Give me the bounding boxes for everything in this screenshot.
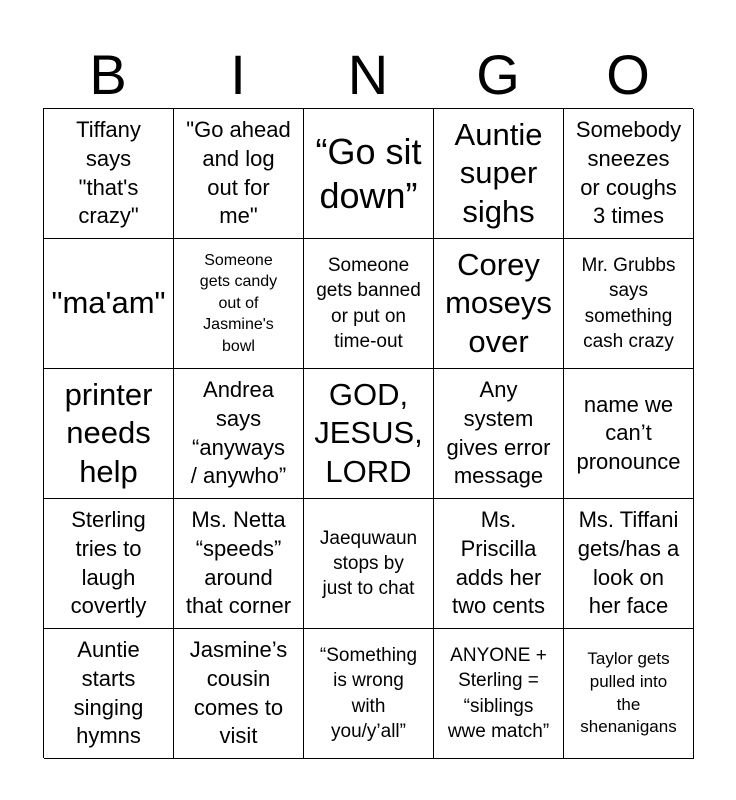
- cell-text: ANYONE + Sterling = “siblings wwe match”: [447, 645, 550, 742]
- bingo-cell[interactable]: [564, 499, 694, 629]
- cell-text: “Go sit down”: [315, 131, 422, 216]
- bingo-cell[interactable]: [174, 369, 304, 499]
- header-letter-i: I: [230, 43, 246, 106]
- cell-text: Jaequwaun stops by just to chat: [319, 527, 418, 600]
- bingo-cell[interactable]: [434, 239, 564, 369]
- cell-text: "Go ahead and log out for me": [186, 117, 291, 229]
- cell-text: Auntie starts singing hymns: [73, 637, 144, 749]
- cell-text: Any system gives error message: [446, 377, 551, 489]
- header-letter-g: G: [476, 43, 520, 106]
- cell-text: Someone gets candy out of Jasmine's bowl: [199, 251, 278, 355]
- header-letter-n: N: [347, 43, 389, 106]
- bingo-cell[interactable]: [304, 499, 434, 629]
- bingo-cell[interactable]: [304, 629, 434, 759]
- bingo-cell[interactable]: [304, 109, 434, 239]
- cell-text: Someone gets banned or put on time-out: [316, 255, 421, 352]
- bingo-cell[interactable]: [434, 369, 564, 499]
- bingo-cell[interactable]: [174, 109, 304, 239]
- bingo-cell[interactable]: [434, 109, 564, 239]
- bingo-cell[interactable]: [434, 499, 564, 629]
- cell-text: name we can’t pronounce: [576, 391, 681, 474]
- cell-text: Ms. Netta “speeds” around that corner: [185, 507, 292, 619]
- bingo-header: [43, 42, 693, 108]
- cell-text: Andrea says “anyways / anywho”: [190, 377, 287, 489]
- cell-text: printer needs help: [64, 377, 153, 489]
- bingo-cell[interactable]: [44, 629, 174, 759]
- cell-text: Tiffany says "that's crazy": [76, 117, 141, 229]
- bingo-cell[interactable]: [44, 239, 174, 369]
- cell-text: Auntie super sighs: [454, 117, 543, 229]
- cell-text: Somebody sneezes or coughs 3 times: [575, 117, 682, 229]
- cell-text: Taylor gets pulled into the shenanigans: [580, 649, 677, 737]
- cell-text: "ma'am": [51, 285, 166, 321]
- bingo-cell[interactable]: [564, 239, 694, 369]
- bingo-cell[interactable]: [434, 629, 564, 759]
- cell-text: GOD, JESUS, LORD: [314, 377, 423, 489]
- bingo-cell[interactable]: [564, 629, 694, 759]
- cell-text: Ms. Priscilla adds her two cents: [452, 507, 545, 619]
- bingo-cell[interactable]: [564, 109, 694, 239]
- bingo-cell[interactable]: [174, 629, 304, 759]
- cell-text: Sterling tries to laugh covertly: [70, 507, 147, 619]
- bingo-board: [43, 108, 693, 758]
- bingo-cell[interactable]: [44, 369, 174, 499]
- bingo-cell[interactable]: [564, 369, 694, 499]
- bingo-cell[interactable]: [174, 239, 304, 369]
- header-letter-b: B: [89, 43, 127, 106]
- bingo-cell[interactable]: [44, 499, 174, 629]
- bingo-cell[interactable]: [174, 499, 304, 629]
- cell-text: Ms. Tiffani gets/has a look on her face: [577, 507, 680, 619]
- bingo-cell[interactable]: [304, 239, 434, 369]
- cell-text: Mr. Grubbs says something cash crazy: [581, 255, 676, 352]
- bingo-cell[interactable]: [44, 109, 174, 239]
- cell-text: Corey moseys over: [445, 247, 552, 359]
- cell-text: “Something is wrong with you/y’all”: [319, 645, 418, 742]
- cell-text: Jasmine’s cousin comes to visit: [189, 637, 288, 749]
- header-letter-o: O: [606, 43, 650, 106]
- bingo-cell[interactable]: [304, 369, 434, 499]
